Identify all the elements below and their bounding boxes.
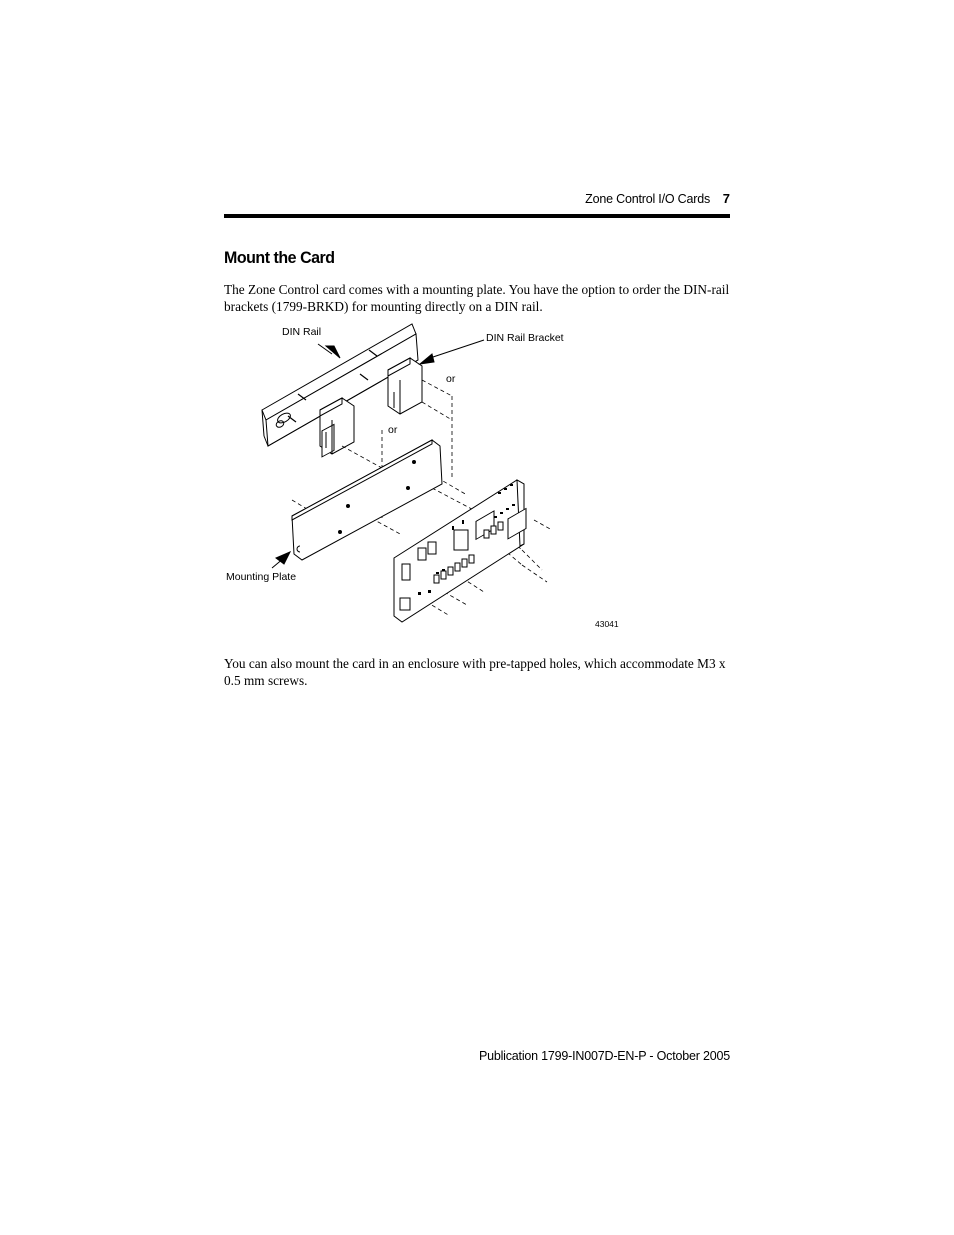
din-rail-bracket-left [320,398,354,457]
label-or-top: or [446,373,456,385]
page-number: 7 [722,191,730,206]
label-din-rail-bracket: DIN Rail Bracket [486,332,564,344]
label-din-rail: DIN Rail [282,326,322,338]
figure-number: 43041 [595,619,619,629]
label-or-bottom: or [388,424,398,436]
mounting-diagram [222,320,622,640]
running-header-title: Zone Control I/O Cards [585,192,710,206]
publication-footer: Publication 1799-IN007D-EN-P - October 2005 [478,1049,730,1063]
enclosure-paragraph: You can also mount the card in an enclosure with pre-tapped holes, which accommodate M3 x 0.5 mm screws. [224,656,726,688]
header-rule [224,214,730,218]
section-title: Mount the Card [224,248,335,267]
label-mounting-plate: Mounting Plate [226,571,297,583]
zone-control-card [394,480,526,622]
intro-paragraph: The Zone Control card comes with a mounting plate. You have the option to order the DIN-rail brackets (1799-BRKD) for mounting directly on a DIN rail. [224,282,730,314]
